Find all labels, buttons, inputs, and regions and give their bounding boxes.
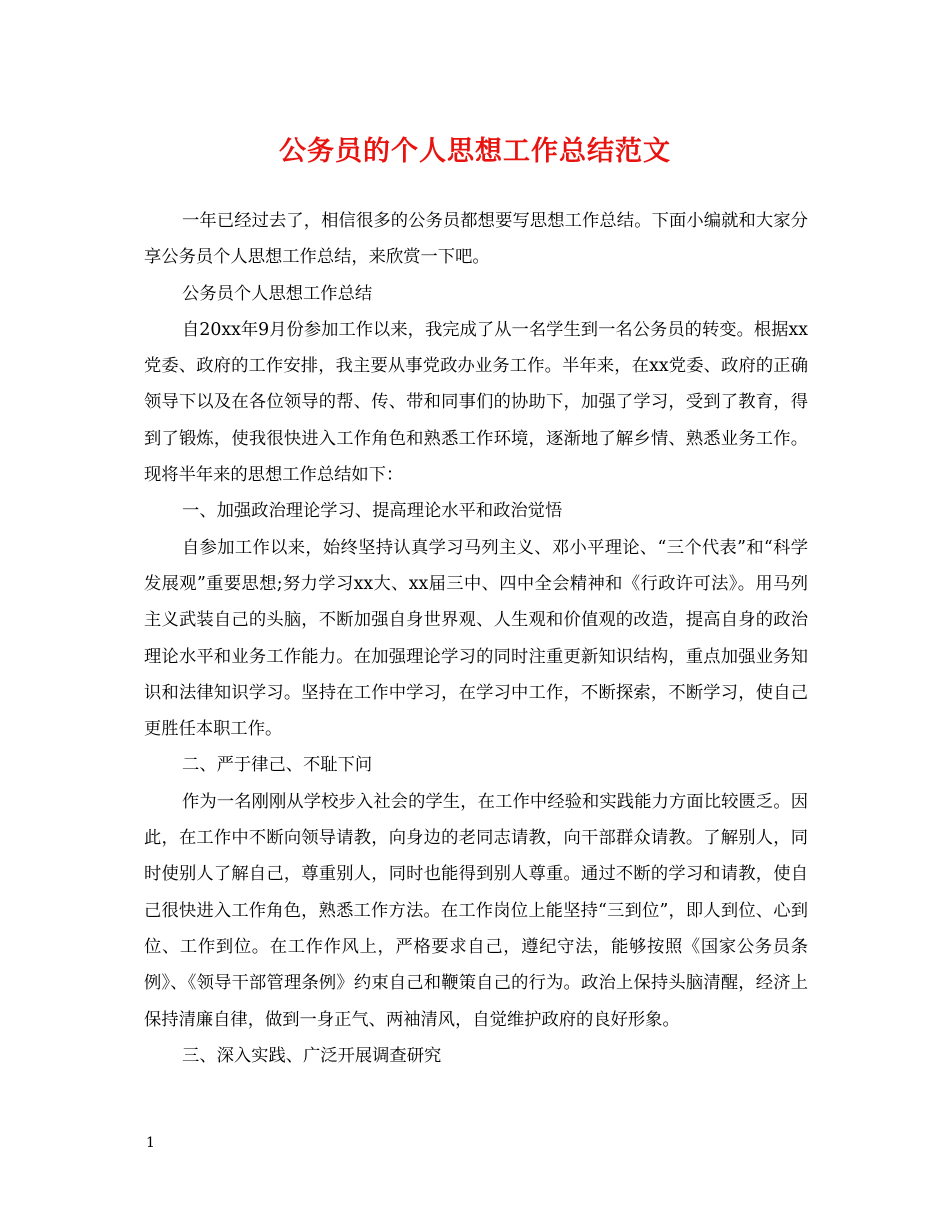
intro-paragraph: 一年已经过去了，相信很多的公务员都想要写思想工作总结。下面小编就和大家分享公务员个人思想工作总结，来欣赏一下吧。 [144, 211, 808, 268]
overview-paragraph: 自20xx年9月份参加工作以来，我完成了从一名学生到一名公务员的转变。根据xx党委、政府的工作安排，我主要从事党政办业务工作。半年来，在xx党委、政府的正确领导下以及在各位领导的帮、传、带和同事们的协助下，加强了学习，受到了教育，得到了锻炼，使我很快进入工作角色和熟悉工作环境，逐渐地了解乡情、熟悉业务工作。现将半年来的思想工作总结如下： [144, 319, 808, 486]
document-body [144, 203, 808, 1074]
section-body-2: 作为一名刚刚从学校步入社会的学生，在工作中经验和实践能力方面比较匮乏。因此，在工作中不断向领导请教，向身边的老同志请教，向干部群众请教。了解别人，同时使别人了解自己，尊重别人，同时也能得到别人尊重。通过不断的学习和请教，使自己很快进入工作角色，熟悉工作方法。在工作岗位上能坚持“三到位”，即人到位、心到位、工作到位。在工作作风上，严格要求自己，遵纪守法，能够按照《国家公务员条例》、《领导干部管理条例》约束自己和鞭策自己的行为。政治上保持头脑清醒，经济上保持清廉自律，做到一身正气、两袖清风，自觉维护政府的良好形象。 [144, 791, 808, 1030]
page-number: 1 [146, 1135, 155, 1151]
section-heading-3: 三、深入实践、广泛开展调查研究 [182, 1045, 442, 1066]
section-heading-2: 二、严于律己、不耻下问 [182, 755, 373, 776]
section-heading-1: 一、加强政治理论学习、提高理论水平和政治觉悟 [182, 501, 563, 522]
document-title: 公务员的个人思想工作总结范文 [279, 136, 671, 167]
section-body-1: 自参加工作以来，始终坚持认真学习马列主义、邓小平理论、“三个代表”和“科学发展观”重要思想;努力学习xx大、xx届三中、四中全会精神和《行政许可法》。用马列主义武装自己的头脑，不断加强自身世界观、人生观和价值观的改造，提高自身的政治理论水平和业务工作能力。在加强理论学习的同时注重更新知识结构，重点加强业务知识和法律知识学习。坚持在工作中学习，在学习中工作，不断探索，不断学习，使自己更胜任本职工作。 [144, 537, 808, 740]
subtitle-paragraph: 公务员个人思想工作总结 [182, 283, 373, 304]
